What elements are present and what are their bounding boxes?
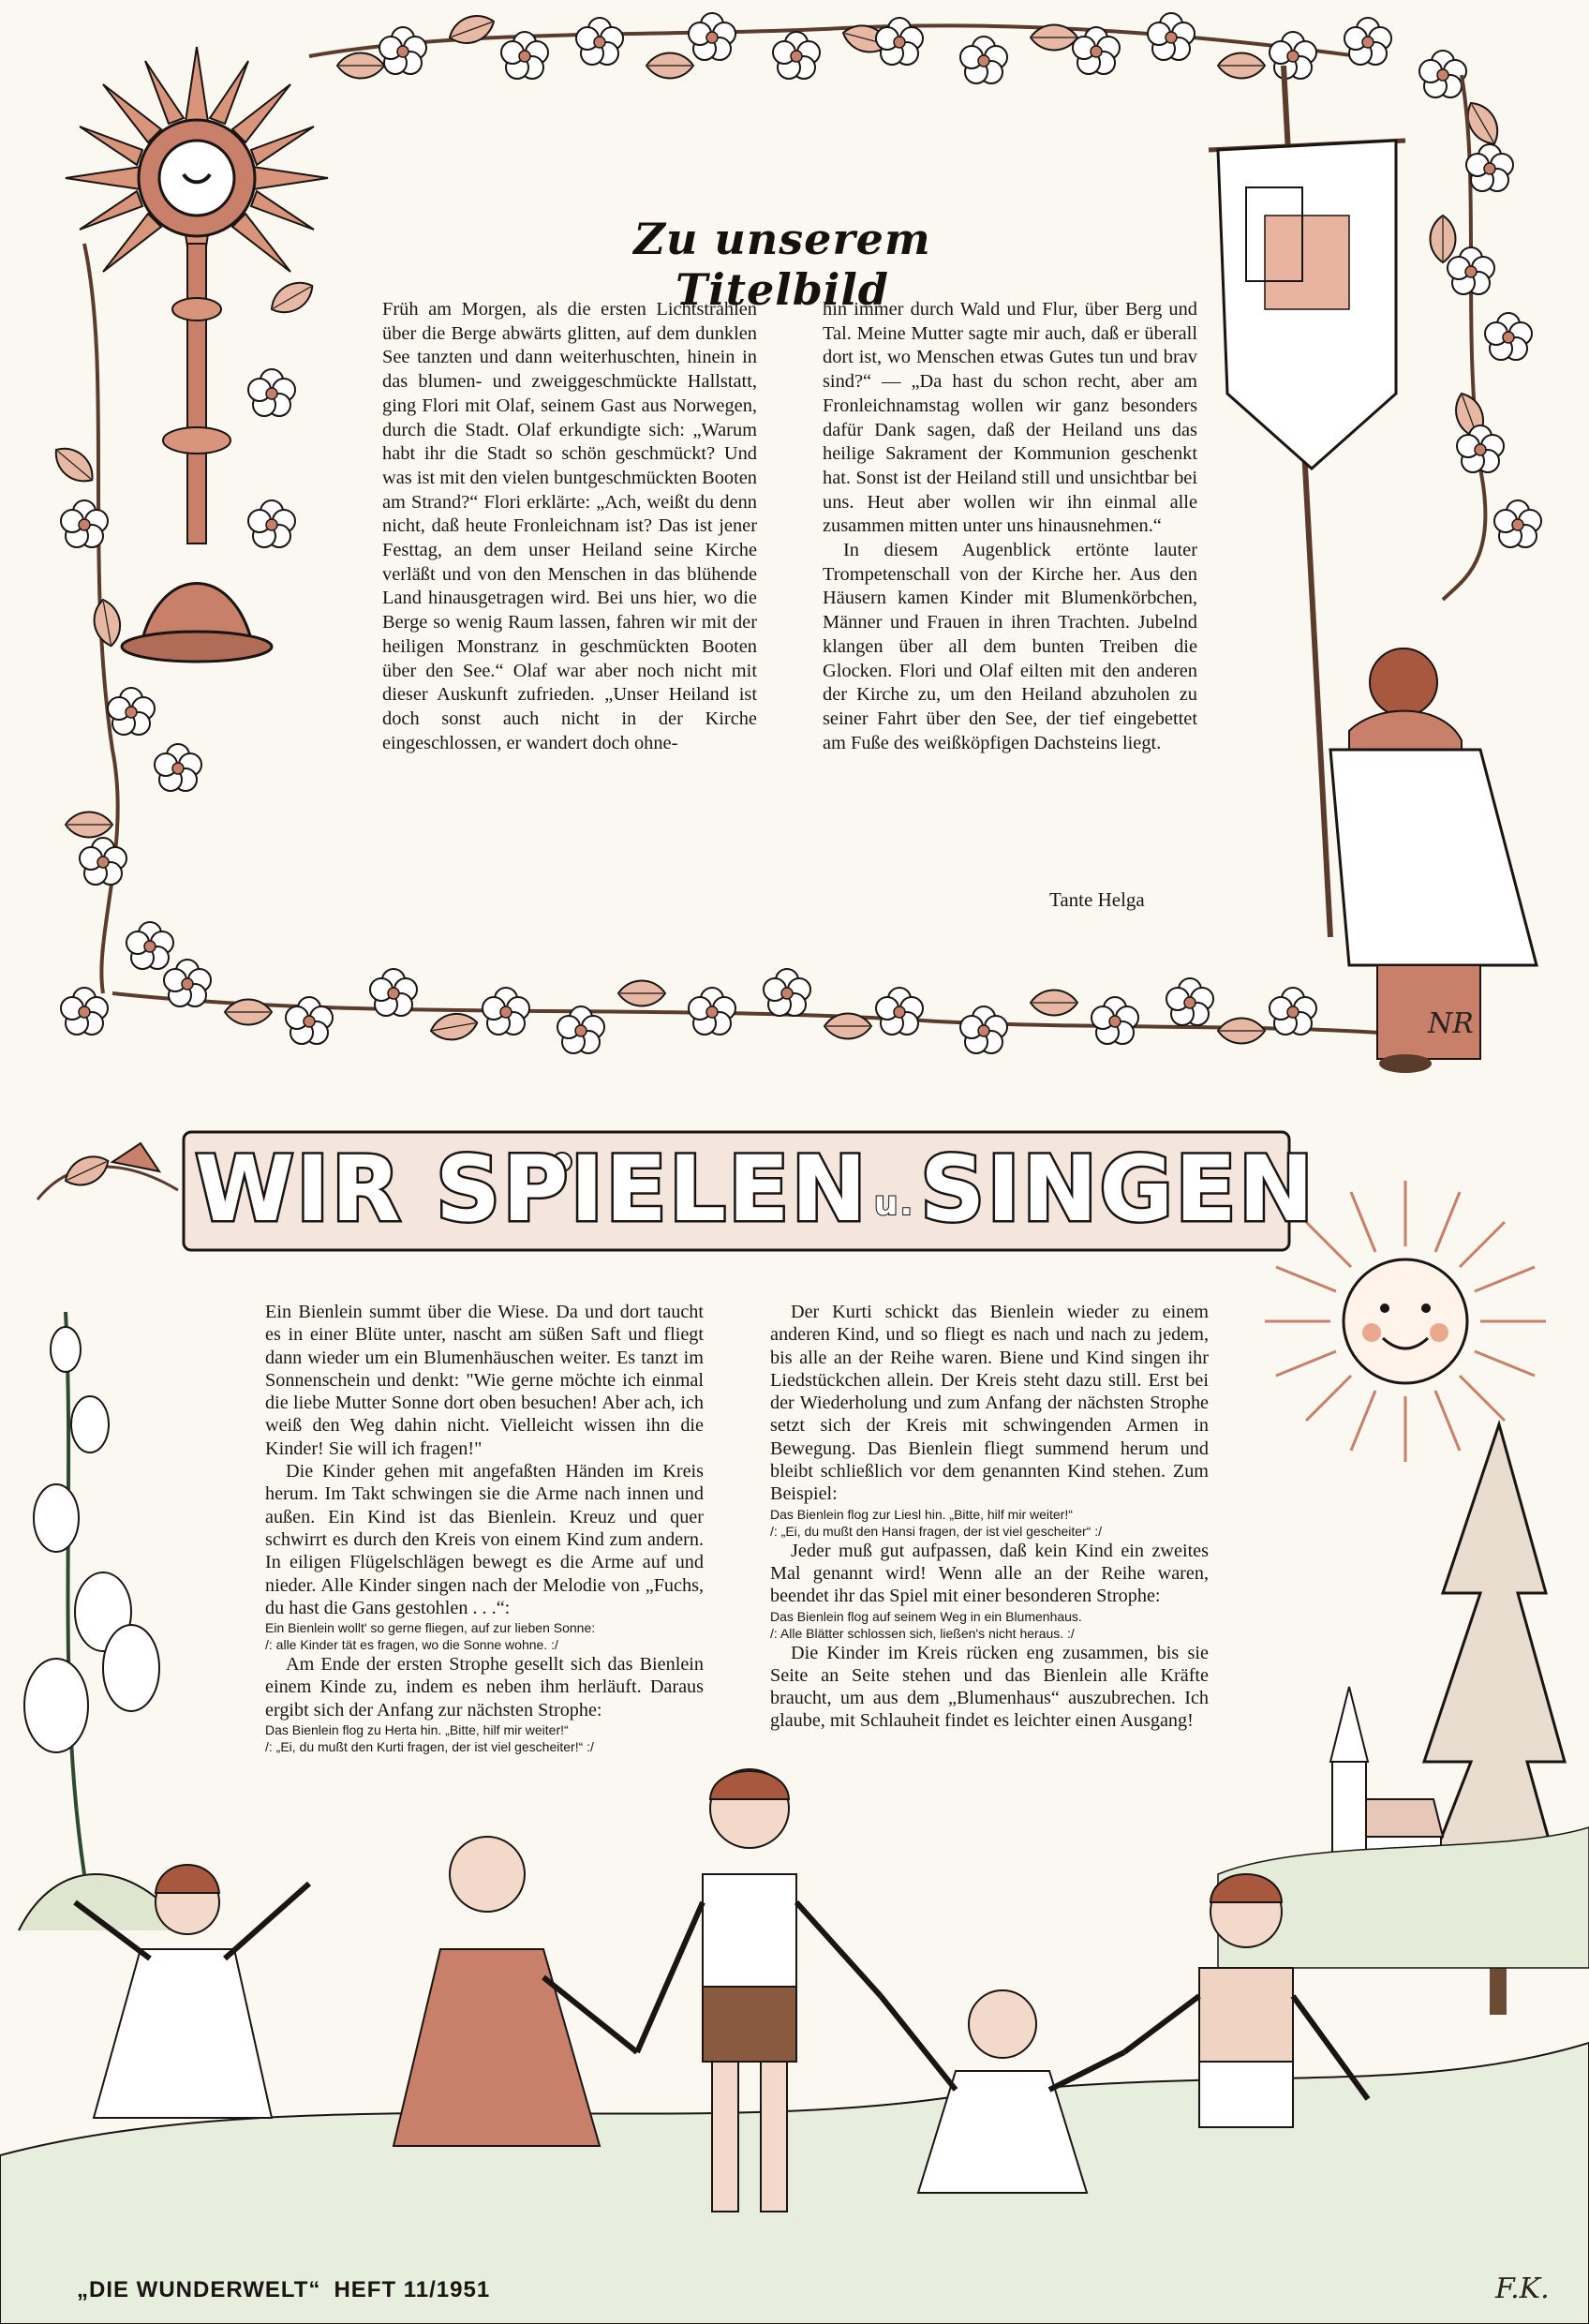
banner-end-word: SINGEN	[920, 1137, 1316, 1242]
song-verse-line: /: „Ei, du mußt den Kurti fragen, der ist viel gescheiter!“ :/	[265, 1739, 594, 1755]
song-verse-line: Das Bienlein flog zu Herta hin. „Bitte, hilf mir weiter!“	[265, 1722, 569, 1738]
song-verse-line: Das Bienlein flog auf seinem Weg in ein Blumenhaus.	[770, 1608, 1082, 1624]
banner-main-word: WIR SPIELEN	[195, 1137, 869, 1242]
spielen-column-2	[770, 1301, 1209, 1733]
titlebild-paragraph: hin immer durch Wald und Flur, über Berg und Tal. Meine Mutter sagte mir auch, daß er überall dort ist, wo Menschen etwas Gutes tun und brav sind?“ — „Da hast du schon recht, aber am Fronleichnamstag wollen wir ganz besonders dafür Dank sagen, daß der Heiland uns das heilige Sakrament der Kommunion geschenkt hat. Sonst ist der Heiland still und unsichtbar bei uns. Heut aber wollen wir ihn einmal alle zusammen mitten unter uns hinausnehmen.“	[823, 299, 1197, 537]
spielen-paragraph: Der Kurti schickt das Bienlein wieder zu einem anderen Kind, und so fliegt es nach und nach zu jedem, bis alle an der Reihe waren. Biene und Kind singen ihr Liedstückchen allein. Der Kreis steht dazu still. Erst bei der Wiederholung und zum Anfang der nächsten Strophe setzt sich der Kreis mit schwingenden Armen in Bewegung. Das Bienlein fliegt summend herum und bleibt schließlich vor dem genannten Kind stehen. Zum Beispiel:	[770, 1302, 1209, 1505]
floral-frame-right	[1431, 75, 1542, 600]
artist-signature-top: NR	[1428, 1007, 1474, 1040]
song-verse-line: /: alle Kinder tät es fragen, wo die Sonne wohne. :/	[265, 1637, 558, 1653]
spielen-paragraph: Die Kinder gehen mit angefaßten Händen im Kreis herum. Im Takt schwingen sie die Arme nach innen und außen. Ein Kind ist das Bienlein. Kreuz und quer schwirrt es durch den Kreis von einem Kind zum andern. In eiligen Flügelschlägen bewegt es die Arme auf und nieder. Alle Kinder singen nach der Melodie von „Fuchs, du hast die Gans gestohlen . . .“:	[265, 1461, 704, 1618]
altar-boy-with-banner	[1209, 66, 1537, 1073]
floral-frame-top	[309, 9, 1506, 150]
titlebild-paragraph: In diesem Augenblick ertönte lauter Trompetenschall von der Kirche her. Aus den Häusern kamen Kinder mit Blumenkörbchen, Männer und Frauen in ihren Trachten. Jubelnd klangen über all dem bunten Treiben die Glocken. Flori und Olaf eilten mit den anderen der Kirche zu, um den Heiland abzuholen zu seiner Fahrt über den See, der tief eingebettet am Fuße des weißköpfigen Dachsteins liegt.	[823, 540, 1197, 753]
song-verse-line: /: Alle Blätter schlossen sich, ließen's nicht heraus. :/	[770, 1625, 1075, 1641]
spielen-paragraph: Am Ende der ersten Strophe gesellt sich das Bienlein einem Kinde zu, indem es neben ihm herläuft. Daraus ergibt sich der Anfang zur nächsten Strophe:	[265, 1654, 704, 1721]
foxglove-illustration	[19, 1312, 187, 1930]
titlebild-column-2	[823, 298, 1197, 755]
monstrance-illustration	[66, 47, 328, 662]
spielen-paragraph: Jeder muß gut aufpassen, daß kein Kind ein zweites Mal genannt wird! Wenn alle an der Reihe waren, beendet ihr das Spiel mit einer besonderen Strophe:	[770, 1540, 1209, 1607]
titlebild-heading: Zu unserem Titelbild	[633, 214, 931, 315]
artist-signature-bottom: F.K.	[1495, 2272, 1550, 2305]
spielen-column-1	[265, 1301, 704, 1755]
banner-small-word: u.	[873, 1184, 915, 1223]
page-footer	[77, 2277, 503, 2303]
song-verse-line: Das Bienlein flog zur Liesl hin. „Bitte, hilf mir weiter!“	[770, 1506, 1073, 1522]
titlebild-signature: Tante Helga	[1049, 888, 1145, 911]
titlebild-column-1	[382, 298, 757, 755]
footer-issue: HEFT 11/1951	[334, 2277, 491, 2302]
titlebild-paragraph: Früh am Morgen, als die ersten Lichtstrahlen über die Berge abwärts glitten, auf dem dunklen See tanzten und dann weiterhuschten, hinein in das blumen- und zweiggeschmückte Hallstatt, ging Flori mit Olaf, seinem Gast aus Norwegen, durch die Stadt. Olaf erkundigte sich: „Warum habt ihr die Stadt so schön geschmückt? Und was ist mit den vielen buntgeschmückten Booten am Strand?“ Flori erklärte: „Ach, weißt du denn nicht, daß heute Fronleichnam ist? Das ist jener Festtag, an dem unser Heiland seine Kirche verläßt und von den Menschen in das blühende Land hinausgetragen wird. Bei uns hier, wo die Berge so wenig Raum lassen, fahren wir mit der heiligen Monstranz in geschmückten Booten über den See.“ Olaf war aber noch nicht mit dieser Auskunft zufrieden. „Unser Heiland ist doch sonst auch nicht in der Kirche eingeschlossen, er wandert doch ohne-	[382, 299, 757, 753]
floral-frame-bottom	[112, 960, 1462, 1053]
spielen-paragraph: Die Kinder im Kreis rücken eng zusammen, bis sie Seite an Seite stehen und das Bienlein alle Kräfte braucht, um aus dem „Blumenhaus“ auszubrechen. Ich glaube, mit Schlauheit findet es leichter einen Ausgang!	[770, 1642, 1209, 1732]
footer-magazine-name: „DIE WUNDERWELT“	[77, 2277, 321, 2302]
song-verse-line: /: „Ei, du mußt den Hansi fragen, der ist viel gescheiter“ :/	[770, 1523, 1103, 1539]
spielen-paragraph: Ein Bienlein summt über die Wiese. Da und dort taucht es in einer Blüte unter, nascht am süßen Saft und fliegt dann wieder um ein Blumenhäuschen weiter. Es tanzt im Sonnenschein und denkt: "Wie gerne möchte ich einmal die liebe Mutter Sonne dort oben besuchen! Aber ach, ich weiß den Weg dahin nicht. Vielleicht wissen ihn die Kinder! Sie will ich fragen!"	[265, 1302, 704, 1459]
spielen-banner-title	[195, 1134, 1316, 1244]
song-verse-line: Ein Bienlein wollt' so gerne fliegen, auf zur lieben Sonne:	[265, 1620, 596, 1636]
